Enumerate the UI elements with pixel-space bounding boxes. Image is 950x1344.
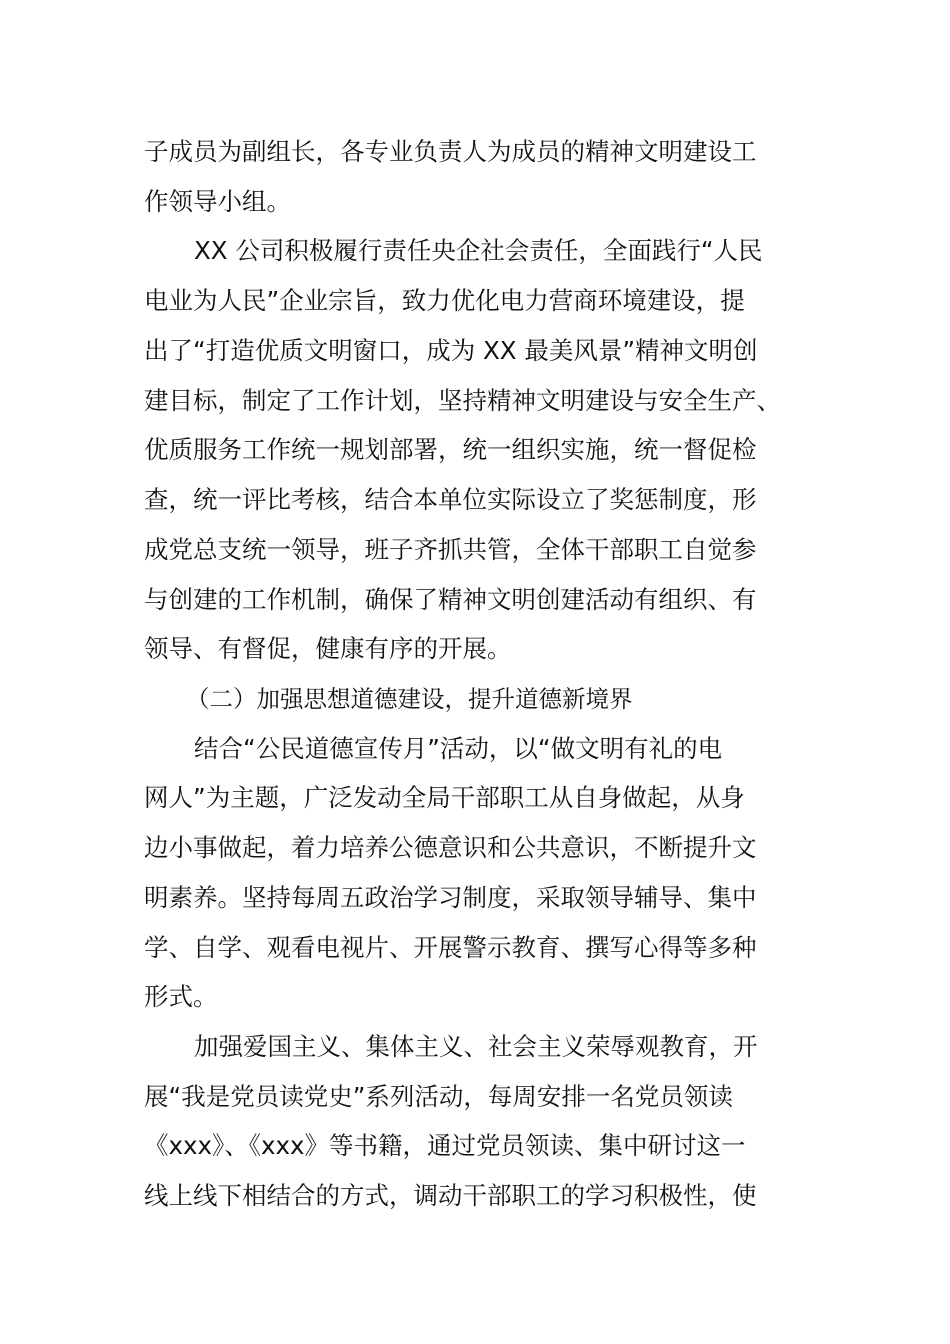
paragraph-start: 加强爱国主义、集体主义、社会主义荣辱观教育，开 [194,1032,758,1061]
text-line: 子成员为副组长，各专业负责人为成员的精神文明建设工 [144,137,757,166]
text-line: 《xxx》、《xxx》等书籍，通过党员领读、集中研讨这一 [144,1131,746,1160]
text-line: 与创建的工作机制，确保了精神文明创建活动有组织、有 [144,585,757,614]
text-line: 电业为人民”企业宗旨，致力优化电力营商环境建设，提 [144,286,745,315]
text-line: 建目标，制定了工作计划，坚持精神文明建设与安全生产、 [144,386,781,415]
text-line: 明素养。坚持每周五政治学习制度，采取领导辅导、集中 [144,883,757,912]
text-line: 展“我是党员读党史”系列活动，每周安排一名党员领读 [144,1082,733,1111]
text-line: 学、自学、观看电视片、开展警示教育、撰写心得等多种 [144,933,757,962]
text-line: 边小事做起，着力培养公德意识和公共意识，不断提升文 [144,833,757,862]
text-line: 作领导小组。 [144,187,291,216]
text-line: 领导、有督促，健康有序的开展。 [144,634,512,663]
text-line: 出了“打造优质文明窗口，成为 XX 最美风景”精神文明创 [144,336,758,365]
text-line: 优质服务工作统一规划部署，统一组织实施，统一督促检 [144,435,757,464]
paragraph-start: XX 公司积极履行责任央企社会责任，全面践行“人民 [194,236,763,265]
text-line: 线上线下相结合的方式，调动干部职工的学习积极性，使 [144,1181,757,1210]
text-line: 成党总支统一领导，班子齐抓共管，全体干部职工自觉参 [144,535,757,564]
text-line: 查，统一评比考核，结合本单位实际设立了奖惩制度，形 [144,485,757,514]
text-line: 形式。 [144,982,218,1011]
text-line: 网人”为主题，广泛发动全局干部职工从自身做起，从身 [144,783,745,812]
section-heading: （二）加强思想道德建设，提升道德新境界 [186,685,633,713]
paragraph-start: 结合“公民道德宣传月”活动，以“做文明有礼的电 [194,734,723,763]
